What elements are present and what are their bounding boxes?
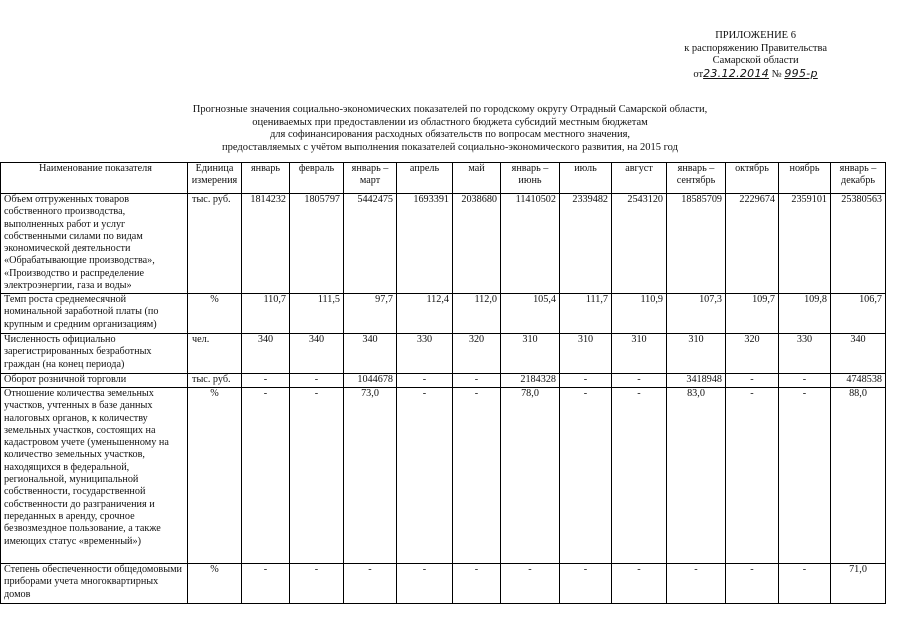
value-cell: -: [726, 388, 779, 564]
value-cell: -: [242, 564, 290, 604]
value-cell: 2339482: [560, 194, 612, 294]
value-cell: 330: [397, 334, 453, 374]
value-cell: 109,8: [779, 294, 831, 334]
appendix-date-line: [684, 68, 827, 82]
title-line: оцениваемых при предоставлении из областного бюджета субсидий местным бюджетам: [252, 116, 648, 128]
appendix-line: Самарской области: [712, 55, 799, 66]
value-cell: 330: [779, 334, 831, 374]
value-cell: 1814232: [242, 194, 290, 294]
header-cell: ноябрь: [779, 163, 831, 194]
header-cell: январь – март: [344, 163, 397, 194]
indicator-name: Отношение количества земельных участков, учтенных в базе данных налоговых органов, к количеству земельных участков, состоящих на кадастровом учете (уменьшенному на количество земельных участков, находящихся в федеральной, региональной, муниципальной собственности, государственной собственности до разграничения и переданных в аренду, срочное безвозмездное пользование, а также имеющих статус «временный»): [1, 388, 188, 564]
header-cell: октябрь: [726, 163, 779, 194]
table-row: [1, 294, 886, 334]
value-cell: -: [667, 564, 726, 604]
value-cell: 11410502: [501, 194, 560, 294]
value-cell: -: [612, 388, 667, 564]
value-cell: -: [290, 374, 344, 388]
value-cell: -: [779, 564, 831, 604]
value-cell: -: [344, 564, 397, 604]
title-line: Прогнозные значения социально-экономических показателей по городскому округу Отрадный Самарской области,: [192, 104, 708, 115]
value-cell: 5442475: [344, 194, 397, 294]
indicator-unit: %: [188, 388, 242, 564]
value-cell: 2229674: [726, 194, 779, 294]
header-cell: Наименование показателя: [1, 163, 188, 194]
header-cell: Единица измерения: [188, 163, 242, 194]
value-cell: -: [501, 564, 560, 604]
value-cell: -: [453, 388, 501, 564]
value-cell: 1044678: [344, 374, 397, 388]
value-cell: -: [779, 374, 831, 388]
value-cell: 71,0: [831, 564, 886, 604]
value-cell: 88,0: [831, 388, 886, 564]
value-cell: 109,7: [726, 294, 779, 334]
value-cell: -: [397, 564, 453, 604]
value-cell: -: [242, 388, 290, 564]
value-cell: 2038680: [453, 194, 501, 294]
value-cell: 2359101: [779, 194, 831, 294]
value-cell: 310: [501, 334, 560, 374]
header-cell: февраль: [290, 163, 344, 194]
table-header-row: [1, 163, 886, 194]
value-cell: 110,7: [242, 294, 290, 334]
header-cell: январь – сентябрь: [667, 163, 726, 194]
indicator-unit: %: [188, 564, 242, 604]
value-cell: 340: [242, 334, 290, 374]
value-cell: 340: [831, 334, 886, 374]
indicator-name: Численность официально зарегистрированных безработных граждан (на конец периода): [1, 334, 188, 374]
value-cell: -: [726, 564, 779, 604]
value-cell: 310: [667, 334, 726, 374]
value-cell: 110,9: [612, 294, 667, 334]
value-cell: 83,0: [667, 388, 726, 564]
table-row: [1, 334, 886, 374]
number-value: 995-р: [784, 66, 818, 80]
value-cell: 2543120: [612, 194, 667, 294]
indicator-unit: тыс. руб.: [188, 374, 242, 388]
indicator-unit: чел.: [188, 334, 242, 374]
value-cell: -: [779, 388, 831, 564]
value-cell: 310: [560, 334, 612, 374]
value-cell: 97,7: [344, 294, 397, 334]
value-cell: 1693391: [397, 194, 453, 294]
value-cell: 107,3: [667, 294, 726, 334]
value-cell: -: [612, 374, 667, 388]
value-cell: -: [453, 374, 501, 388]
value-cell: -: [612, 564, 667, 604]
table-row: [1, 374, 886, 388]
value-cell: -: [290, 388, 344, 564]
value-cell: 106,7: [831, 294, 886, 334]
value-cell: -: [290, 564, 344, 604]
value-cell: -: [726, 374, 779, 388]
title-line: для софинансирования расходных обязательств по вопросам местного значения,: [269, 129, 631, 140]
appendix-line: к распоряжению Правительства: [684, 42, 827, 54]
date-prefix: от: [693, 68, 704, 80]
value-cell: 340: [344, 334, 397, 374]
appendix-title: ПРИЛОЖЕНИЕ 6: [715, 30, 796, 41]
value-cell: 105,4: [501, 294, 560, 334]
header-cell: май: [453, 163, 501, 194]
value-cell: -: [560, 388, 612, 564]
value-cell: 4748538: [831, 374, 886, 388]
table-row: [1, 388, 886, 564]
value-cell: 111,5: [290, 294, 344, 334]
value-cell: 73,0: [344, 388, 397, 564]
value-cell: -: [397, 388, 453, 564]
indicator-name: Степень обеспеченности общедомовыми приборами учета многоквартирных домов: [1, 564, 188, 604]
header-cell: август: [612, 163, 667, 194]
table-row: [1, 194, 886, 294]
header-cell: январь – июнь: [501, 163, 560, 194]
title-line: предоставляемых с учётом выполнения показателей социально-экономического развития, на 2015 год: [222, 141, 678, 153]
value-cell: -: [242, 374, 290, 388]
value-cell: -: [560, 564, 612, 604]
table-row: [1, 564, 886, 604]
value-cell: 111,7: [560, 294, 612, 334]
header-cell: январь – декабрь: [831, 163, 886, 194]
appendix-block: [684, 30, 827, 81]
header-cell: апрель: [397, 163, 453, 194]
value-cell: 78,0: [501, 388, 560, 564]
date-value: 23.12.2014: [703, 66, 770, 80]
indicator-name: Объем отгруженных товаров собственного производства, выполненных работ и услуг собственными силами по видам экономической деятельности «Обрабатывающие производства», «Производство и распределение электроэнергии, газа и воды»: [1, 194, 188, 294]
value-cell: 310: [612, 334, 667, 374]
indicator-unit: %: [188, 294, 242, 334]
value-cell: 320: [453, 334, 501, 374]
indicator-name: Темп роста среднемесячной номинальной заработной платы (по крупным и средним организациям): [1, 294, 188, 334]
value-cell: 3418948: [667, 374, 726, 388]
value-cell: 340: [290, 334, 344, 374]
value-cell: 112,0: [453, 294, 501, 334]
indicator-name: Оборот розничной торговли: [1, 374, 188, 388]
indicator-unit: тыс. руб.: [188, 194, 242, 294]
value-cell: 1805797: [290, 194, 344, 294]
value-cell: 18585709: [667, 194, 726, 294]
value-cell: -: [560, 374, 612, 388]
value-cell: 320: [726, 334, 779, 374]
value-cell: 2184328: [501, 374, 560, 388]
header-cell: январь: [242, 163, 290, 194]
value-cell: -: [453, 564, 501, 604]
value-cell: 25380563: [831, 194, 886, 294]
number-prefix: №: [771, 68, 782, 80]
indicators-table: [0, 162, 886, 604]
value-cell: -: [397, 374, 453, 388]
value-cell: 112,4: [397, 294, 453, 334]
header-cell: июль: [560, 163, 612, 194]
document-title: [170, 104, 730, 154]
